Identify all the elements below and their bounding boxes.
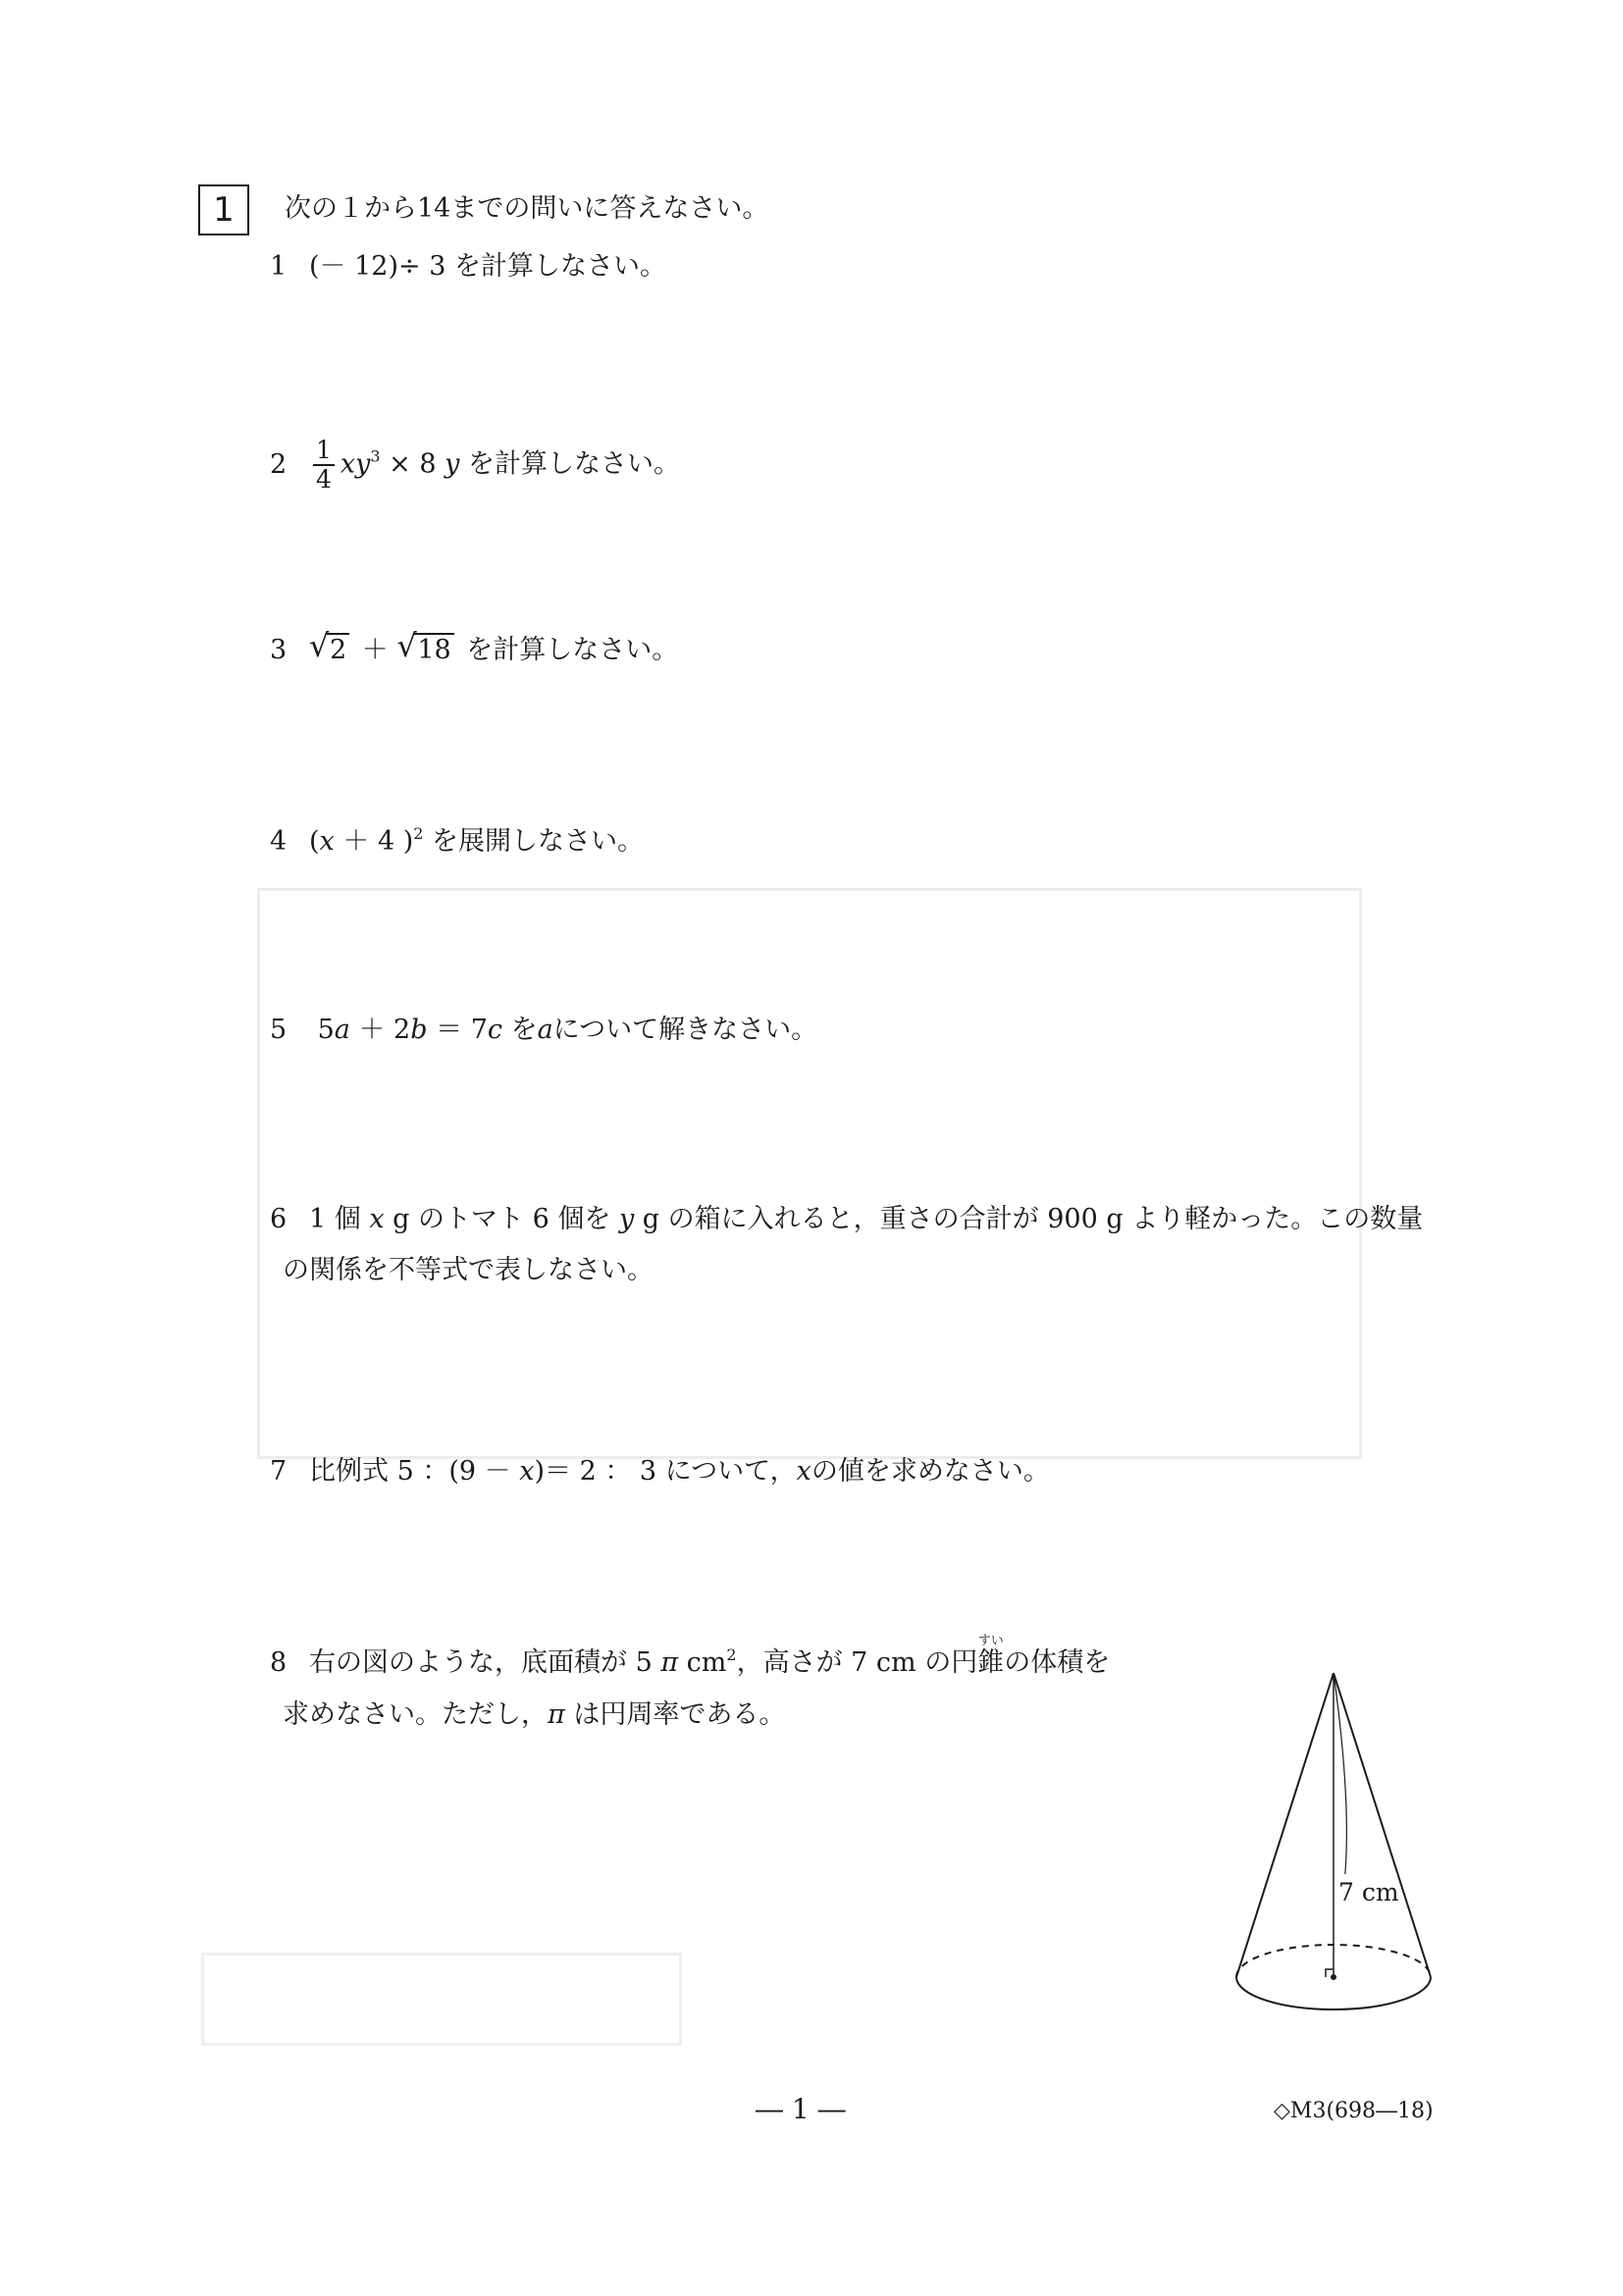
- paren: (: [309, 826, 320, 857]
- show-through-title: [461, 304, 477, 357]
- question-number: 4: [270, 826, 288, 857]
- coefficient: 5: [317, 1015, 335, 1045]
- question-6-line-2: の関係を不等式で表しなさい。: [283, 1255, 654, 1285]
- cone-slant-right: [1334, 1673, 1431, 1977]
- exponent: 3: [370, 446, 381, 466]
- operator: × 8: [380, 448, 445, 480]
- question-text: を展開しなさい。: [423, 826, 645, 857]
- question-text: を計算しなさい。: [457, 635, 679, 665]
- question-text: を計算しなさい。: [445, 251, 666, 282]
- radical: √ 2: [309, 631, 349, 670]
- question-8: [270, 1634, 1111, 1683]
- fraction: [313, 437, 335, 494]
- question-8-line-2: [283, 1696, 785, 1735]
- variable: x: [796, 1456, 812, 1487]
- question-text: 比例式 5 ：(9 －: [309, 1456, 520, 1487]
- question-1: [270, 247, 666, 287]
- question-text: 右の図のような，底面積が 5: [309, 1647, 661, 1678]
- question-number: 7: [270, 1456, 288, 1487]
- show-through-notice-box: [257, 888, 1362, 1459]
- height-label: 7 cm: [1338, 1878, 1399, 1906]
- unit: cm: [678, 1647, 727, 1678]
- exam-code: ◇M3(698―18): [1274, 2099, 1434, 2123]
- question-text: の値を求めなさい。: [811, 1456, 1050, 1487]
- question-3: [270, 627, 679, 670]
- exponent: 2: [413, 824, 424, 843]
- expression: ＝ 7: [427, 1015, 488, 1045]
- question-6: [270, 1200, 1423, 1239]
- question-text: を計算しなさい。: [459, 448, 680, 480]
- question-text: の体積を: [1004, 1647, 1111, 1678]
- cone-slant-left: [1236, 1673, 1334, 1977]
- section-instruction: 次の１から14までの問いに答えなさい。: [285, 193, 769, 224]
- variable: c: [487, 1015, 502, 1045]
- pi-symbol: π: [660, 1647, 679, 1678]
- question-number: 5: [270, 1015, 288, 1045]
- question-number: 6: [270, 1204, 288, 1234]
- question-4: [270, 822, 644, 861]
- cone-figure: [1217, 1663, 1442, 2046]
- question-number: 3: [270, 635, 288, 665]
- question-number: 2: [270, 448, 288, 480]
- pi-symbol: π: [548, 1699, 565, 1730]
- expression: ＋ 4 ): [334, 826, 414, 857]
- question-number: 1: [270, 251, 288, 282]
- variable: b: [410, 1015, 428, 1045]
- question-text: 1 個: [309, 1204, 370, 1234]
- variable: x: [369, 1204, 385, 1234]
- expression: ＋ 2: [349, 1015, 411, 1045]
- cone-base-front: [1236, 1977, 1431, 2009]
- question-text: ，高さが 7 cm の円: [736, 1647, 978, 1678]
- exponent: 2: [726, 1645, 737, 1664]
- question-text: 求めなさい。ただし，: [283, 1699, 548, 1730]
- expression: (－ 12)÷ 3: [309, 251, 446, 282]
- question-2: [270, 437, 680, 494]
- question-number: 8: [270, 1647, 288, 1678]
- question-5: [270, 1011, 817, 1050]
- question-text: について解きなさい。: [552, 1015, 818, 1045]
- fraction-numerator: 1: [313, 437, 335, 466]
- question-text: g のトマト 6 個を: [384, 1204, 619, 1234]
- question-7: [270, 1452, 1050, 1491]
- ruby-kanji: [977, 1634, 1005, 1683]
- question-text: g の箱に入れると，重さの合計が 900 g より軽かった。この数量: [634, 1204, 1424, 1234]
- page-number: ― 1 ―: [756, 2093, 846, 2125]
- variable: y: [445, 448, 460, 480]
- show-through-stamp-box: [201, 1953, 682, 2046]
- radicand: 2: [327, 633, 349, 665]
- variable: xy: [340, 448, 371, 480]
- question-text: )＝ 2 ： 3 について，: [534, 1456, 797, 1487]
- section-number-box: 1: [198, 184, 249, 235]
- question-text: は円周率である。: [564, 1699, 786, 1730]
- operator: ＋: [353, 635, 397, 665]
- variable: x: [319, 826, 335, 857]
- radicand: 18: [414, 633, 453, 665]
- variable: a: [537, 1015, 553, 1045]
- variable: a: [334, 1015, 350, 1045]
- base-center: [1332, 1975, 1335, 1979]
- variable: x: [519, 1456, 535, 1487]
- ruby-reading: すい: [977, 1634, 1004, 1648]
- variable: y: [618, 1204, 635, 1234]
- question-text: を: [502, 1015, 538, 1045]
- fraction-denominator: 4: [316, 465, 332, 494]
- kanji: 錐: [977, 1647, 1005, 1678]
- radical: √ 18: [396, 631, 453, 670]
